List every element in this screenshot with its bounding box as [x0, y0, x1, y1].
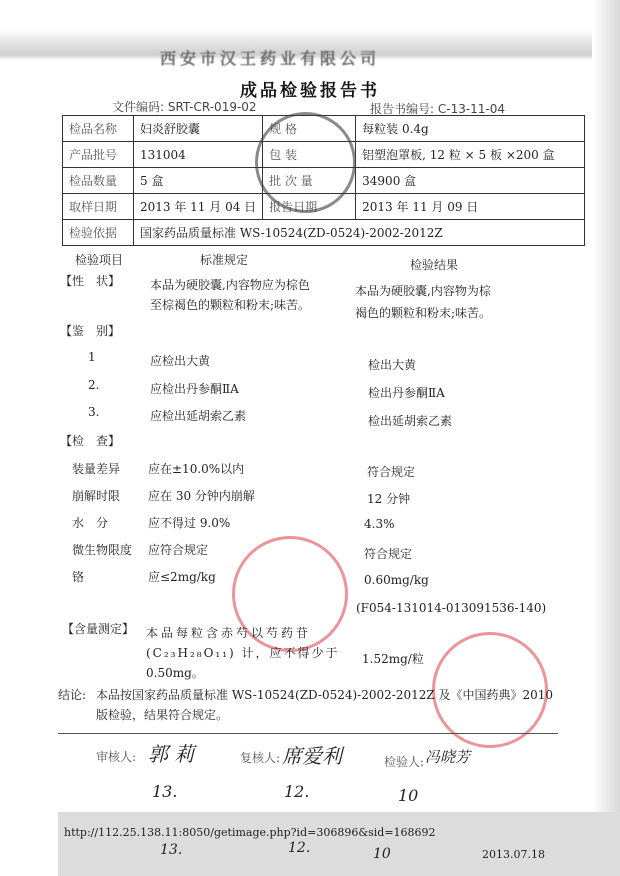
cell-label: 检品名称	[63, 116, 134, 142]
character-result: 褐色的颗粒和粉末;味苦。	[355, 306, 492, 320]
insp-result: 12 分钟	[367, 492, 411, 506]
insp-item: 微生物限度	[72, 543, 133, 557]
cell-value: 铝塑泡罩板, 12 粒 × 5 板 ×200 盒	[356, 142, 585, 168]
table-row	[63, 220, 585, 246]
insp-standard: 应符合规定	[148, 543, 209, 557]
cell-label: 取样日期	[63, 194, 134, 220]
inspector-signature: 冯晓芳	[425, 748, 471, 766]
header-result: 检验结果	[410, 258, 459, 272]
footer-date: 2013.07.18	[482, 848, 545, 861]
insp-result: 符合规定	[364, 547, 413, 561]
insp-result: 4.3%	[364, 517, 395, 531]
character-standard: 至棕褐色的颗粒和粉末;味苦。	[150, 298, 311, 312]
inspection-label: 【检 查】	[60, 434, 121, 448]
cell-value: 2013 年 11 月 09 日	[356, 194, 585, 220]
cell-value: 5 盒	[134, 168, 263, 194]
rechecker-label: 复核人:	[240, 751, 281, 765]
handwritten-day: 13.	[152, 782, 178, 801]
id-no: 3.	[88, 405, 100, 419]
scan-shadow-bottom	[58, 812, 620, 876]
handwritten-day: 12.	[288, 840, 311, 856]
qc-stamp	[255, 112, 356, 213]
insp-item: 铬	[72, 570, 85, 584]
id-standard: 应检出大黄	[150, 354, 211, 368]
conclusion-label: 结论:	[58, 688, 87, 702]
handwritten-day: 10	[373, 846, 391, 862]
cell-value: 每粒装 0.4g	[356, 116, 585, 142]
cell-label: 检验依据	[63, 220, 134, 246]
insp-item: 崩解时限	[72, 489, 121, 503]
id-standard: 应检出丹参酮ⅡA	[150, 382, 239, 396]
cell-label: 规 格	[263, 116, 356, 142]
id-standard: 应检出延胡索乙素	[150, 409, 247, 423]
character-standard: 本品为硬胶囊,内容物应为棕色	[150, 278, 310, 292]
assay-result: 1.52mg/粒	[362, 652, 424, 666]
insp-standard: 应在±10.0%以内	[148, 462, 245, 476]
insp-result: 符合规定	[367, 465, 416, 479]
footer-url: http://112.25.138.11:8050/getimage.php?id=306896&sid=168692	[64, 826, 436, 839]
assay-standard: 0.50mg。	[146, 666, 204, 680]
inspection-reference: (F054-131014-013091536-140)	[356, 601, 547, 615]
cell-label: 批 次 量	[263, 168, 356, 194]
character-label: 【性 状】	[60, 274, 121, 288]
insp-standard: 应不得过 9.0%	[148, 516, 231, 530]
assay-label: 【含量测定】	[62, 622, 135, 636]
insp-item: 装量差异	[72, 462, 121, 476]
id-no: 2.	[88, 378, 100, 392]
cell-value: 34900 盒	[356, 168, 585, 194]
cell-value: 2013 年 11 月 04 日	[134, 194, 263, 220]
file-code: 文件编码: SRT-CR-019-02	[112, 100, 257, 114]
id-result: 检出丹参酮ⅡA	[368, 386, 445, 400]
conclusion-text: 本品按国家药品质量标准 WS-10524(ZD-0524)-2002-2012Z 及《中国药典》2010	[96, 688, 554, 702]
rechecker-signature: 席爱利	[282, 744, 342, 768]
cell-value: 国家药品质量标准 WS-10524(ZD-0524)-2002-2012Z	[134, 220, 585, 246]
cell-label: 包 装	[263, 142, 356, 168]
divider	[58, 733, 558, 734]
cell-value: 131004	[134, 142, 263, 168]
cell-label: 检品数量	[63, 168, 134, 194]
conclusion-text: 版检验，结果符合规定。	[96, 708, 229, 722]
insp-standard: 应在 30 分钟内崩解	[148, 489, 255, 503]
cell-value: 妇炎舒胶囊	[134, 116, 263, 142]
assay-standard: 本品每粒含赤芍以芍药苷	[146, 626, 312, 640]
insp-standard: 应≤2mg/kg	[148, 570, 216, 584]
insp-result: 0.60mg/kg	[364, 573, 429, 587]
reviewer-label: 审核人:	[96, 750, 137, 764]
header-item: 检验项目	[75, 253, 124, 267]
identification-label: 【鉴 别】	[60, 324, 121, 338]
id-no: 1	[88, 350, 96, 364]
company-header: 西安市汉王药业有限公司	[160, 49, 381, 68]
header-standard: 标准规定	[200, 253, 249, 267]
handwritten-day: 12.	[284, 782, 310, 801]
assay-standard: (C₂₃H₂₈O₁₁) 计，应不得少于	[146, 646, 340, 660]
report-number: 报告书编号: C-13-11-04	[370, 102, 506, 116]
handwritten-day: 13.	[160, 842, 183, 858]
cell-label: 产品批号	[63, 142, 134, 168]
scan-shadow-right	[592, 0, 620, 876]
document-title: 成品检验报告书	[240, 81, 380, 101]
reviewer-signature: 郭 莉	[148, 742, 195, 766]
inspector-label: 检验人:	[384, 755, 425, 769]
id-result: 检出延胡索乙素	[368, 414, 453, 428]
character-result: 本品为硬胶囊,内容物为棕	[355, 284, 491, 298]
insp-item: 水 分	[72, 516, 109, 530]
id-result: 检出大黄	[368, 358, 417, 372]
handwritten-day: 10	[398, 786, 419, 805]
cell-label: 报告日期	[263, 194, 356, 220]
